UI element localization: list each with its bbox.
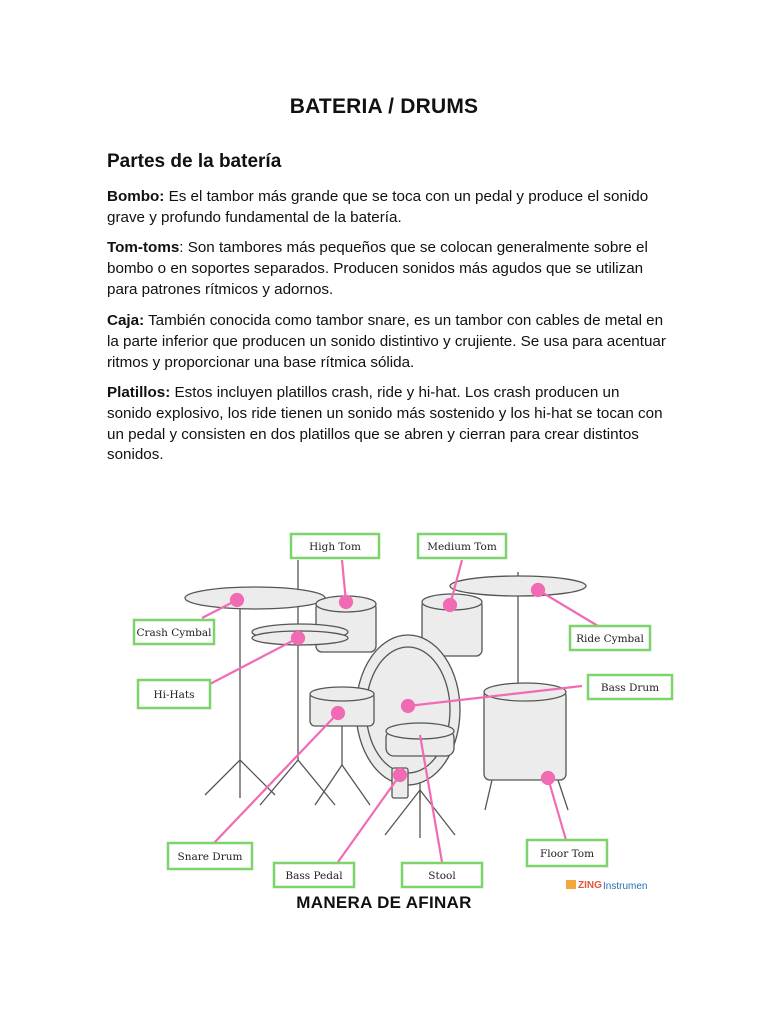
paragraph-caja: [107, 311, 667, 373]
subheading: MANERA DE AFINAR: [296, 893, 472, 912]
label-ride-cymbal: Ride Cymbal: [576, 633, 644, 645]
pointer-ride: [538, 590, 598, 626]
label-bass-pedal: Bass Pedal: [285, 870, 343, 882]
label-crash-cymbal: Crash Cymbal: [136, 627, 212, 639]
watermark-text: Instrumen: [603, 881, 648, 892]
pointer-snare: [214, 713, 338, 843]
definition-bombo: Es el tambor más grande que se toca con un pedal y produce el sonido grave y profundo fundamental de la batería.: [107, 188, 649, 226]
label-high-tom: High Tom: [309, 541, 361, 553]
label-bass-drum: Bass Drum: [600, 682, 660, 694]
label-medium-tom: Medium Tom: [427, 541, 497, 553]
dot-bass-pedal: [394, 769, 406, 781]
floor-tom-shape: [484, 683, 568, 810]
section-title: Partes de la batería: [107, 151, 282, 172]
dot-snare: [332, 707, 344, 719]
dot-high-tom: [340, 596, 352, 608]
drum-kit-diagram: [120, 520, 680, 900]
pointer-floor-tom: [548, 778, 566, 840]
dot-medium-tom: [444, 599, 456, 611]
watermark-brand: ZING: [578, 880, 602, 891]
paragraph-platillos: [107, 383, 667, 466]
dot-bass-drum: [402, 700, 414, 712]
term-caja: Caja:: [107, 312, 145, 329]
paragraph-bombo: [107, 187, 667, 229]
label-stool: Stool: [428, 870, 456, 882]
page-title: BATERIA / DRUMS: [289, 95, 479, 118]
definition-platillos: Estos incluyen platillos crash, ride y hi-hat. Los crash producen un sonido explosivo, los ride tienen un sonido más sostenido y los hi-hat se tocan con un pedal y consisten en dos platillos que se abren y cierran para crear distintos sonidos.: [107, 384, 663, 464]
definition-tom-toms: : Son tambores más pequeños que se colocan generalmente sobre el bombo o en soportes separados. Producen sonidos más agudos que se utilizan para patrones rítmicos y adornos.: [107, 239, 648, 298]
definition-caja: También conocida como tambor snare, es un tambor con cables de metal en la parte inferior que producen un sonido distintivo y crujiente. Se usa para acentuar ritmos y proporcionar una base rítmica sólida.: [107, 312, 666, 371]
pointer-bass-pedal: [338, 775, 400, 862]
snare-drum-shape: [310, 687, 374, 726]
ride-cymbal-shape: [450, 576, 586, 596]
dot-ride: [532, 584, 544, 596]
label-floor-tom: Floor Tom: [539, 848, 595, 860]
term-bombo: Bombo:: [107, 188, 165, 205]
pointer-hi-hats: [208, 638, 298, 685]
term-platillos: Platillos:: [107, 384, 171, 401]
label-hi-hats: Hi-Hats: [153, 689, 195, 701]
paragraph-tom-toms: [107, 238, 667, 300]
watermark-logo-icon: [566, 880, 576, 889]
dot-floor-tom: [542, 772, 554, 784]
dot-crash: [231, 594, 243, 606]
term-tom-toms: Tom-toms: [107, 239, 180, 256]
label-snare-drum: Snare Drum: [177, 851, 243, 863]
crash-cymbal-shape: [185, 587, 325, 609]
dot-hi-hats: [292, 632, 304, 644]
watermark: [566, 880, 647, 892]
